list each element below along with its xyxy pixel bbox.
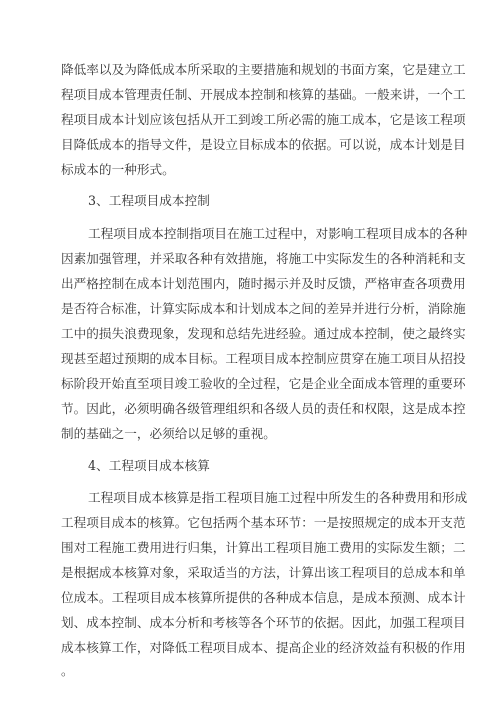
paragraph-line: 出严格控制在成本计划范围内，随时揭示并及时反馈，严格审查各项费用: [61, 276, 466, 291]
paragraph-line: 目降低成本的指导文件，是设立目标成本的依据。可以说，成本计划是目: [61, 137, 466, 152]
paragraph-line: 工程项目成本控制指项目在施工过程中，对影响工程项目成本的各种: [88, 226, 468, 241]
paragraph-line: 标成本的一种形式。: [61, 162, 175, 177]
paragraph-line: 成本核算工作，对降低工程项目成本、提高企业的经济效益有积极的作用: [61, 640, 466, 655]
paragraph-line: 程项目成本管理责任制、开展成本控制和核算的基础。一般来讲，一个工: [61, 87, 466, 102]
paragraph-line: 制的基础之一，必须给以足够的重视。: [61, 426, 276, 441]
paragraph-line: 程项目成本计划应该包括从开工到竣工所必需的施工成本，它是该工程项: [61, 112, 466, 127]
paragraph-line: 节。因此，必须明确各级管理组织和各级人员的责任和权限，这是成本控: [61, 401, 466, 416]
paragraph-line: 工程项目成本的核算。它包括两个基本环节：一是按照规定的成本开支范: [61, 515, 466, 530]
paragraph-line: 划、成本控制、成本分析和考核等各个环节的依据。因此，加强工程项目: [61, 615, 466, 630]
paragraph-line: 现甚至超过预期的成本目标。工程项目成本控制应贯穿在施工项目从招投: [61, 351, 466, 366]
section-heading: 3、工程项目成本控制: [88, 193, 210, 208]
paragraph-line: 因素加强管理，并采取各种有效措施，将施工中实际发生的各种消耗和支: [61, 251, 466, 266]
paragraph-line: 降低率以及为降低成本所采取的主要措施和规划的书面方案，它是建立工: [61, 62, 466, 77]
section-heading: 4、工程项目成本核算: [88, 458, 210, 473]
paragraph-line: 。: [61, 663, 74, 678]
paragraph-line: 是否符合标准，计算实际成本和计划成本之间的差异并进行分析，消除施: [61, 301, 466, 316]
paragraph-line: 围对工程施工费用进行归集，计算出工程项目施工费用的实际发生额；二: [61, 540, 466, 555]
paragraph-line: 标阶段开始直至项目竣工验收的全过程，它是企业全面成本管理的重要环: [61, 376, 466, 391]
paragraph-line: 工中的损失浪费现象，发现和总结先进经验。通过成本控制，使之最终实: [61, 326, 466, 341]
paragraph-line: 位成本。工程项目成本核算所提供的各种成本信息，是成本预测、成本计: [61, 590, 466, 605]
paragraph-line: 是根据成本核算对象，采取适当的方法，计算出该工程项目的总成本和单: [61, 565, 466, 580]
paragraph-line: 工程项目成本核算是指工程项目施工过程中所发生的各种费用和形成: [88, 490, 468, 505]
